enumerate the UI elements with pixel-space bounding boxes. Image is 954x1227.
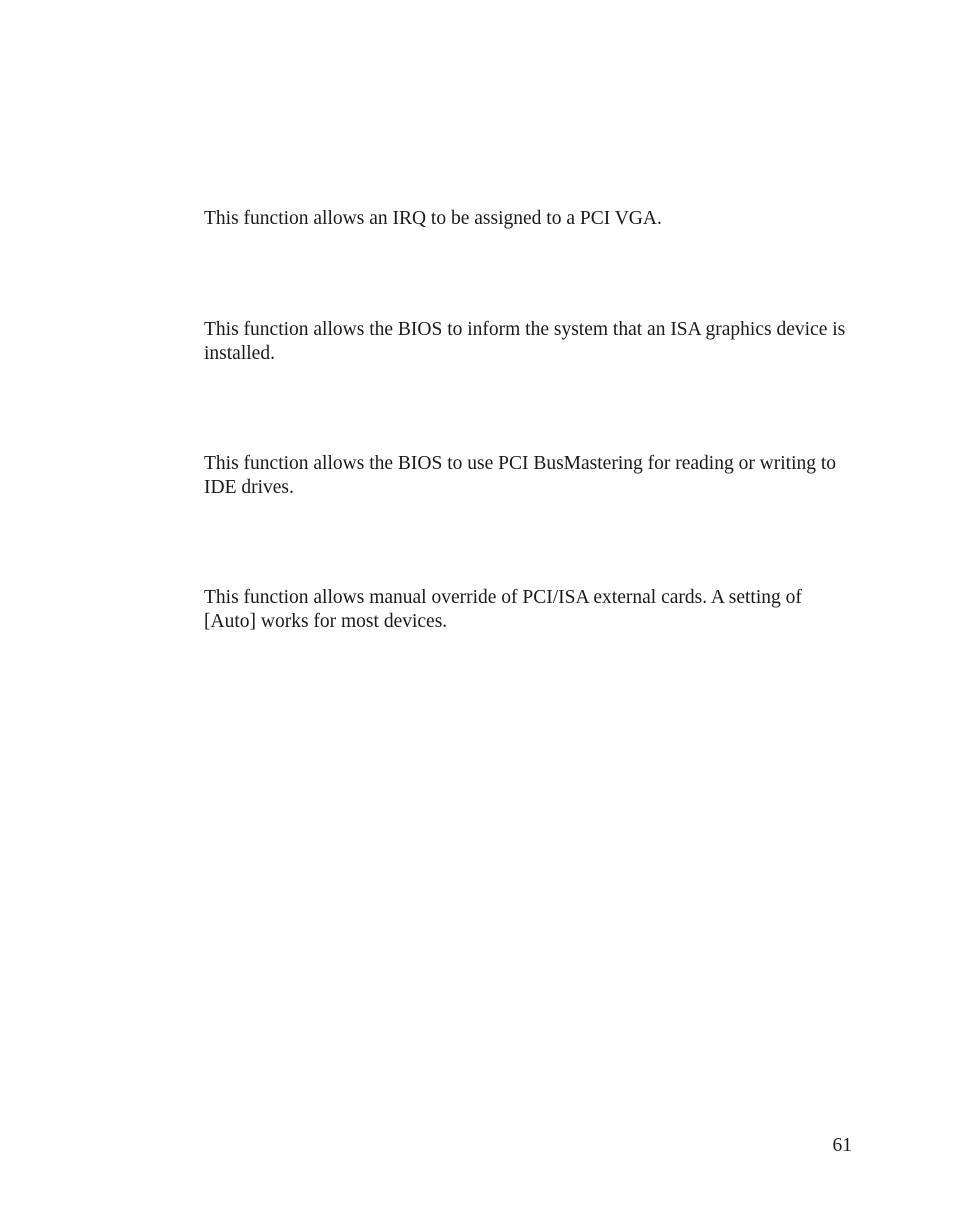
page-number: 61 xyxy=(832,1135,852,1156)
paragraph-pci-busmastering: This function allows the BIOS to use PCI BusMastering for reading or writing to IDE drives. xyxy=(204,453,837,498)
paragraph-pci-vga-irq: This function allows an IRQ to be assigned to a PCI VGA. xyxy=(204,208,662,229)
paragraph-isa-graphics: This function allows the BIOS to inform the system that an ISA graphics device is installed. xyxy=(204,319,846,364)
paragraph-pci-isa-override: This function allows manual override of PCI/ISA external cards. A setting of [Auto] works for most devices. xyxy=(204,587,802,632)
